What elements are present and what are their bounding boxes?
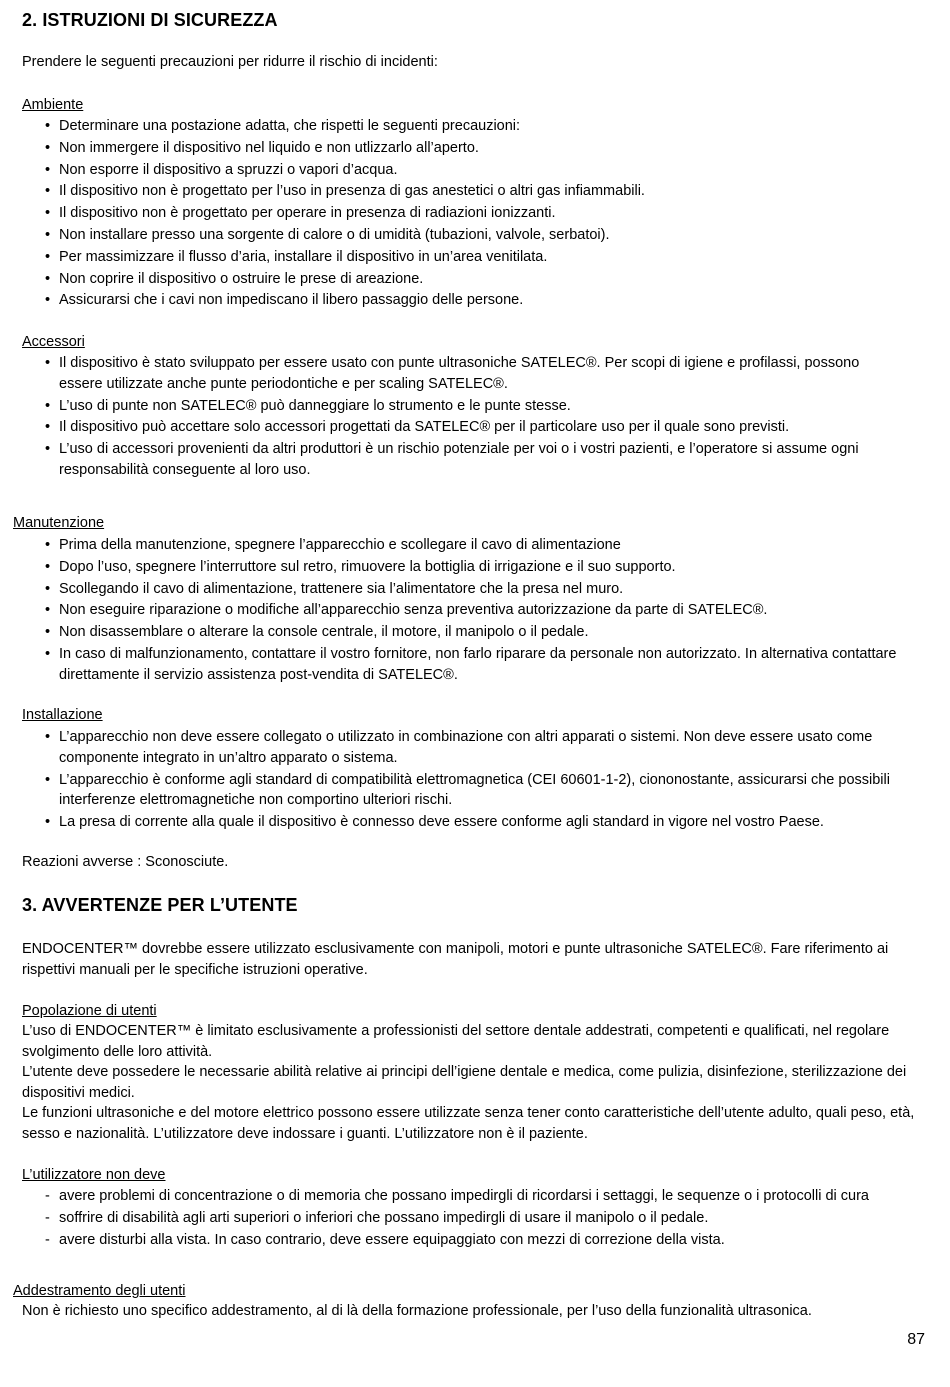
list-item: • Determinare una postazione adatta, che rispetti le seguenti precauzioni: bbox=[0, 116, 920, 137]
list-item: • L’uso di punte non SATELEC® può danneggiare lo strumento e le punte stesse. bbox=[0, 396, 905, 417]
list-item: • Scollegando il cavo di alimentazione, trattenere sia l’alimentatore che la presa nel muro. bbox=[0, 579, 920, 600]
list-item: - avere disturbi alla vista. In caso contrario, deve essere equipaggiato con mezzi di correzione della vista. bbox=[0, 1230, 920, 1251]
dash-icon: - bbox=[45, 1209, 50, 1226]
list-item: • Non coprire il dispositivo o ostruire le prese di areazione. bbox=[0, 269, 920, 290]
bullet-icon: • bbox=[45, 139, 51, 156]
manutenzione-list bbox=[0, 535, 920, 687]
ambiente-heading: Ambiente bbox=[22, 97, 84, 113]
section-2-intro: Prendere le seguenti precauzioni per ridurre il rischio di incidenti: bbox=[22, 54, 438, 70]
popolazione-paragraph: Le funzioni ultrasoniche e del motore elettrico possono essere utilizzate senza tener conto caratteristiche dell’utente adulto, quali peso, età, sesso e nazionalità. L’utilizzatore deve indossare i guanti. L’utilizzatore non è il paziente. bbox=[22, 1105, 915, 1142]
dash-icon: - bbox=[45, 1231, 50, 1248]
manutenzione-heading: Manutenzione bbox=[13, 515, 105, 531]
bullet-icon: • bbox=[45, 771, 51, 788]
list-item: - soffrire di disabilità agli arti superiori o inferiori che possano impedirgli di usare il manipolo o il pedale. bbox=[0, 1208, 920, 1229]
non-deve-heading: L’utilizzatore non deve bbox=[22, 1167, 166, 1183]
bullet-icon: • bbox=[45, 248, 51, 265]
bullet-icon: • bbox=[45, 602, 51, 619]
accessori-heading: Accessori bbox=[22, 334, 85, 350]
bullet-icon: • bbox=[45, 558, 51, 575]
list-item: • Il dispositivo non è progettato per l’uso in presenza di gas anestetici o altri gas infiammabili. bbox=[0, 181, 920, 202]
bullet-icon: • bbox=[45, 580, 51, 597]
list-item: • Il dispositivo può accettare solo accessori progettati da SATELEC® per il particolare uso per il quale sono previsti. bbox=[0, 417, 905, 438]
list-item: • L’apparecchio non deve essere collegato o utilizzato in combinazione con altri apparati o sistemi. Non deve essere usato come componente integrato in un’altro apparato o sistema. bbox=[45, 729, 873, 766]
accessori-list bbox=[0, 353, 905, 482]
bullet-icon: • bbox=[45, 624, 51, 641]
list-item: • Assicurarsi che i cavi non impediscano il libero passaggio delle persone. bbox=[0, 290, 920, 311]
bullet-icon: • bbox=[45, 292, 51, 309]
bullet-icon: • bbox=[45, 355, 51, 371]
list-item: • L’uso di accessori provenienti da altri produttori è un rischio potenziale per voi o i vostri pazienti, e l’operatore si assume ogni responsabilità conseguente al loro uso. bbox=[45, 441, 859, 478]
list-item: • Non disassemblare o alterare la console centrale, il motore, il manipolo o il pedale. bbox=[0, 622, 920, 643]
installazione-heading: Installazione bbox=[22, 707, 103, 723]
bullet-icon: • bbox=[45, 205, 51, 222]
addestramento-text: Non è richiesto uno specifico addestramento, al di là della formazione professionale, per l’uso della funzionalità ultrasonica. bbox=[22, 1303, 812, 1319]
non-deve-list bbox=[0, 1186, 920, 1251]
popolazione-paragraph: L’uso di ENDOCENTER™ è limitato esclusivamente a professionisti del settore dentale addestrati, competenti e qualificati, nel regolare svolgimento delle loro attività. bbox=[22, 1023, 890, 1060]
bullet-icon: • bbox=[45, 161, 51, 178]
bullet-icon: • bbox=[45, 537, 51, 553]
list-item: • L’apparecchio è conforme agli standard di compatibilità elettromagnetica (CEI 60601-1-2), ciononostante, assicurarsi che possibili interferenze elettromagnetiche non comportino ulteriori rischi. bbox=[45, 771, 890, 809]
list-item: • Non immergere il dispositivo nel liquido e non utlizzarlo all’aperto. bbox=[0, 138, 920, 159]
dash-icon: - bbox=[45, 1188, 50, 1204]
list-item: • Non eseguire riparazione o modifiche all’apparecchio senza preventiva autorizzazione da parte di SATELEC®. bbox=[0, 600, 920, 621]
bullet-icon: • bbox=[45, 729, 51, 745]
bullet-icon: • bbox=[45, 419, 51, 436]
bullet-icon: • bbox=[45, 183, 51, 200]
bullet-icon: • bbox=[45, 270, 51, 287]
section-2-title: 2. ISTRUZIONI DI SICUREZZA bbox=[22, 10, 278, 30]
popolazione-paragraph: L’utente deve possedere le necessarie abilità relative ai principi dell’igiene dentale e medica, come pulizia, disinfezione, sterilizzazione dei dispositivi medici. bbox=[22, 1064, 907, 1101]
popolazione-heading: Popolazione di utenti bbox=[22, 1003, 157, 1019]
section-3-title: 3. AVVERTENZE PER L’UTENTE bbox=[22, 895, 298, 915]
bullet-icon: • bbox=[45, 226, 51, 243]
reazioni-avverse: Reazioni avverse : Sconosciute. bbox=[22, 854, 229, 870]
page-number: 87 bbox=[907, 1331, 925, 1348]
installazione-list bbox=[0, 727, 920, 834]
bullet-icon: • bbox=[45, 441, 51, 458]
bullet-icon: • bbox=[45, 118, 51, 134]
list-item: - avere problemi di concentrazione o di memoria che possano impedirgli di ricordarsi i settaggi, le sequenze o i protocolli di cura bbox=[0, 1186, 920, 1207]
list-item: • Non installare presso una sorgente di calore o di umidità (tubazioni, valvole, serbatoi). bbox=[0, 225, 920, 246]
list-item: • Dopo l’uso, spegnere l’interruttore sul retro, rimuovere la bottiglia di irrigazione e il suo supporto. bbox=[0, 557, 920, 578]
list-item: • Il dispositivo non è progettato per operare in presenza di radiazioni ionizzanti. bbox=[0, 203, 920, 224]
list-item: • In caso di malfunzionamento, contattare il vostro fornitore, non farlo riparare da personale non autorizzato. In alternativa contattare direttamente il servizio assistenza post-vendita di SATELEC®. bbox=[45, 645, 897, 683]
list-item: • Prima della manutenzione, spegnere l’apparecchio e scollegare il cavo di alimentazione bbox=[0, 535, 920, 556]
section-3-intro: ENDOCENTER™ dovrebbe essere utilizzato esclusivamente con manipoli, motori e punte ultrasoniche SATELEC®. Fare riferimento ai rispettivi manuali per le specifiche istruzioni operative. bbox=[22, 941, 889, 978]
bullet-icon: • bbox=[45, 397, 51, 414]
ambiente-list bbox=[0, 116, 920, 312]
list-item: • Non esporre il dispositivo a spruzzi o vapori d’acqua. bbox=[0, 160, 920, 181]
list-item: • La presa di corrente alla quale il dispositivo è connesso deve essere conforme agli standard in vigore nel vostro Paese. bbox=[0, 812, 920, 833]
bullet-icon: • bbox=[45, 645, 51, 662]
list-item: • Il dispositivo è stato sviluppato per essere usato con punte ultrasoniche SATELEC®. Per scopi di igiene e profilassi, possono essere utilizzate anche punte periodontiche e per scaling SATELEC®. bbox=[45, 355, 860, 392]
bullet-icon: • bbox=[45, 814, 51, 831]
list-item: • Per massimizzare il flusso d’aria, installare il dispositivo in un’area venitilata. bbox=[0, 247, 920, 268]
addestramento-heading: Addestramento degli utenti bbox=[13, 1283, 186, 1299]
